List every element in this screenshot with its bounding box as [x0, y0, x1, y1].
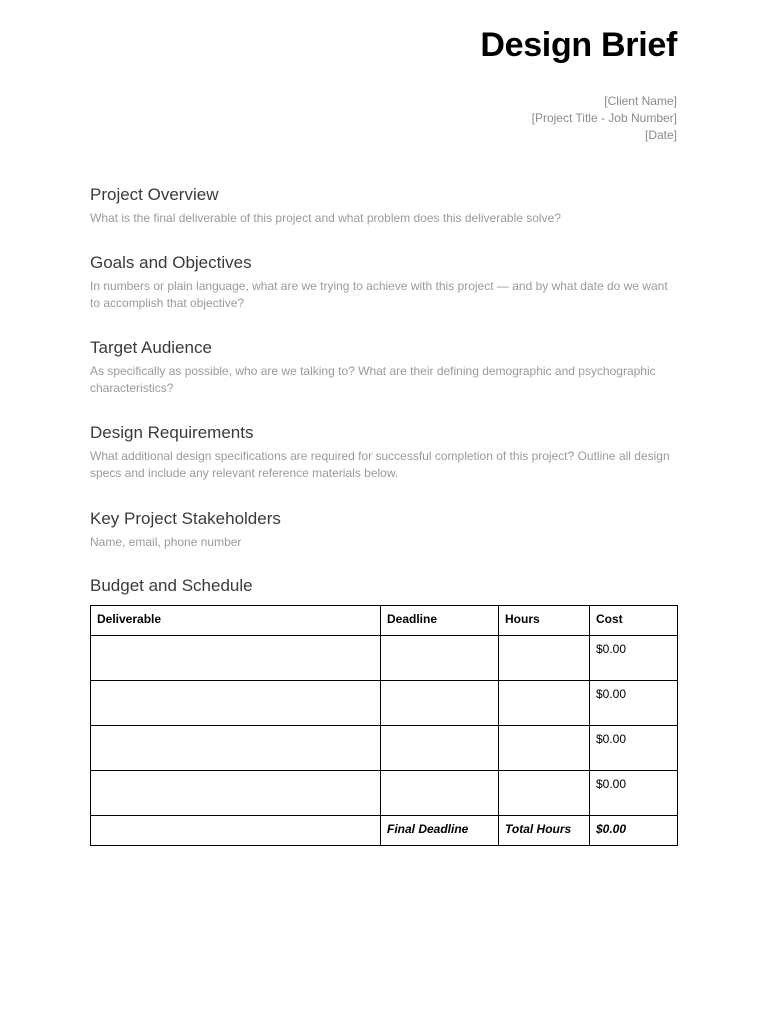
- section-heading: Project Overview: [90, 185, 219, 204]
- section-heading: Target Audience: [90, 338, 212, 357]
- deadline-cell[interactable]: [381, 771, 499, 816]
- hours-cell[interactable]: [499, 681, 590, 726]
- project-title: [Project Title - Job Number]: [531, 111, 677, 125]
- section-target-audience: [90, 337, 680, 397]
- budget-table: [90, 605, 678, 846]
- document-title: Design Brief: [480, 26, 677, 64]
- deadline-cell[interactable]: [381, 726, 499, 771]
- deliverable-cell[interactable]: [91, 681, 381, 726]
- table-row: [91, 726, 678, 771]
- final-deadline-cell: Final Deadline: [381, 816, 499, 846]
- table-row: [91, 636, 678, 681]
- section-key-stakeholders: [90, 508, 680, 551]
- document-meta: [532, 93, 677, 144]
- client-name: [Client Name]: [604, 94, 677, 108]
- section-heading: Goals and Objectives: [90, 253, 252, 272]
- deliverable-cell[interactable]: [91, 726, 381, 771]
- cost-cell[interactable]: $0.00: [590, 771, 678, 816]
- section-heading: Budget and Schedule: [90, 576, 253, 595]
- section-project-overview: [90, 184, 680, 227]
- hours-cell[interactable]: [499, 636, 590, 681]
- section-body: What is the final deliverable of this project and what problem does this deliverable solve?: [90, 211, 561, 225]
- deliverable-cell[interactable]: [91, 771, 381, 816]
- table-total-row: [91, 816, 678, 846]
- table-row: [91, 681, 678, 726]
- section-body: Name, email, phone number: [90, 535, 242, 549]
- section-body: What additional design specifications are required for successful completion of this project? Outline all design specs and include any relevant reference materials below.: [90, 449, 670, 480]
- section-body: As specifically as possible, who are we talking to? What are their defining demographic and psychographic characteristics?: [90, 364, 656, 395]
- deliverable-cell[interactable]: [91, 636, 381, 681]
- total-blank-cell: [91, 816, 381, 846]
- section-budget-schedule: [90, 575, 680, 597]
- cost-cell[interactable]: $0.00: [590, 636, 678, 681]
- section-body: In numbers or plain language, what are we trying to achieve with this project — and by what date do we want to accomplish that objective?: [90, 279, 668, 310]
- section-design-requirements: [90, 422, 680, 482]
- cost-cell[interactable]: $0.00: [590, 681, 678, 726]
- total-cost-cell: $0.00: [590, 816, 678, 846]
- document-date: [Date]: [644, 128, 677, 142]
- table-row: [91, 771, 678, 816]
- deadline-cell[interactable]: [381, 636, 499, 681]
- cost-cell[interactable]: $0.00: [590, 726, 678, 771]
- section-heading: Key Project Stakeholders: [90, 509, 281, 528]
- column-header-cost: Cost: [590, 606, 678, 636]
- section-heading: Design Requirements: [90, 423, 254, 442]
- total-hours-cell: Total Hours: [499, 816, 590, 846]
- hours-cell[interactable]: [499, 726, 590, 771]
- hours-cell[interactable]: [499, 771, 590, 816]
- column-header-deliverable: Deliverable: [91, 606, 381, 636]
- column-header-hours: Hours: [499, 606, 590, 636]
- column-header-deadline: Deadline: [381, 606, 499, 636]
- deadline-cell[interactable]: [381, 681, 499, 726]
- table-header-row: [91, 606, 678, 636]
- section-goals-objectives: [90, 252, 680, 312]
